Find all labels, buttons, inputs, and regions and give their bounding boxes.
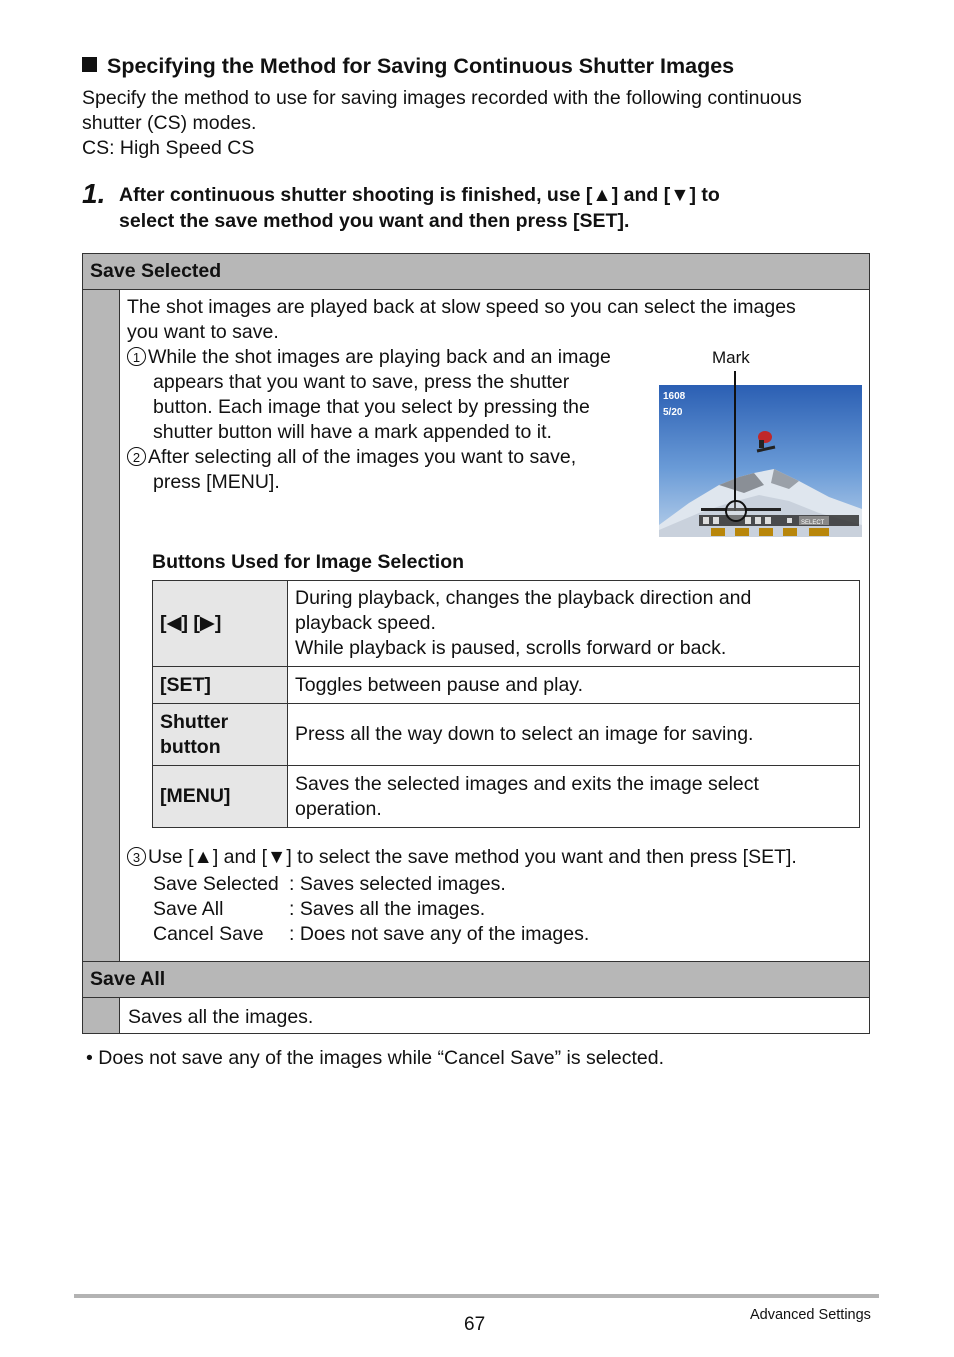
frame-counter-1: 1608 [663,391,686,402]
key-line: Shutter [160,710,229,733]
step-line: After continuous shutter shooting is finished, use [▲] and [▼] to [119,184,720,206]
save-options-list [153,872,853,947]
save-selected-description [127,295,862,345]
option-name: Cancel Save [153,923,264,945]
button-key: [MENU] [153,766,288,828]
desc-line: playback speed. [295,612,436,634]
item-line: After selecting all of the images you want to save, [148,446,577,468]
playback-screen-photo [659,385,862,537]
button-key: [SET] [153,667,288,704]
step-number: 1. [82,178,106,209]
photo-select-label: SELECT [801,520,825,526]
item-line: appears that you want to save, press the shutter [153,371,570,393]
button-description [288,766,860,828]
option-desc: : Saves all the images. [289,898,486,920]
circled-number: 3 [127,847,146,866]
buttons-table-title: Buttons Used for Image Selection [152,551,465,573]
save-all-header: Save All [83,961,869,998]
option-name: Save All [153,898,224,920]
option-desc: : Does not save any of the images. [289,923,590,945]
intro-paragraph [82,86,882,161]
mark-pointer-line [734,371,736,511]
desc-line: you want to save. [127,321,279,343]
item-line: button. Each image that you select by pressing the [153,396,590,418]
circled-number: 1 [127,347,146,366]
mark-label: Mark [712,348,750,367]
item-line: shutter button will have a mark appended to it. [153,421,552,443]
footer-divider [74,1294,879,1298]
desc-line: operation. [295,797,382,820]
frame-counter-2: 5/20 [663,407,683,418]
option-name: Save Selected [153,873,279,895]
intro-line: shutter (CS) modes. [82,112,257,134]
intro-line: Specify the method to use for saving images recorded with the following continuous [82,87,802,109]
square-bullet-icon [82,57,97,72]
intro-line: CS: High Speed CS [82,137,255,159]
list-item [153,897,853,922]
table-row [153,704,860,766]
table-gutter [83,290,120,961]
desc-line: Saves the selected images and exits the image select [295,772,759,795]
list-item [153,872,853,897]
desc-line: While playback is paused, scrolls forward or back. [295,637,727,659]
item-line: press [MENU]. [153,471,280,493]
footer-section-name: Advanced Settings [750,1307,871,1323]
button-key: [◀] [▶] [153,581,288,667]
snowboard-scene [659,385,862,537]
cancel-note: • Does not save any of the images while “Cancel Save” is selected. [86,1047,665,1069]
key-line: button [160,735,221,758]
page-number: 67 [464,1314,486,1335]
button-description [288,581,860,667]
item-line: While the shot images are playing back and an image [148,346,611,368]
save-all-description: Saves all the images. [128,1006,314,1028]
table-row [153,581,860,667]
list-item [153,922,853,947]
item-line: Use [▲] and [▼] to select the save method you want and then press [SET]. [148,846,797,868]
option-desc: : Saves selected images. [289,873,506,895]
button-key [153,704,288,766]
table-gutter [83,998,120,1033]
step-instruction [119,182,859,234]
buttons-table [152,580,860,828]
save-selected-header: Save Selected [83,254,869,290]
table-row [153,766,860,828]
desc-line: The shot images are played back at slow speed so you can select the images [127,296,796,318]
table-row [153,667,860,704]
step-item-1 [127,345,657,495]
mark-indicator-circle [725,500,747,522]
button-description: Toggles between pause and play. [288,667,860,704]
step-item-3 [127,845,867,870]
desc-line: During playback, changes the playback direction and [295,587,752,609]
snowboarder-icon [757,431,775,451]
section-title-text: Specifying the Method for Saving Continuous Shutter Images [107,54,735,78]
circled-number: 2 [127,447,146,466]
button-description: Press all the way down to select an image for saving. [288,704,860,766]
section-title [82,54,734,79]
step-line: select the save method you want and then press [SET]. [119,210,630,232]
